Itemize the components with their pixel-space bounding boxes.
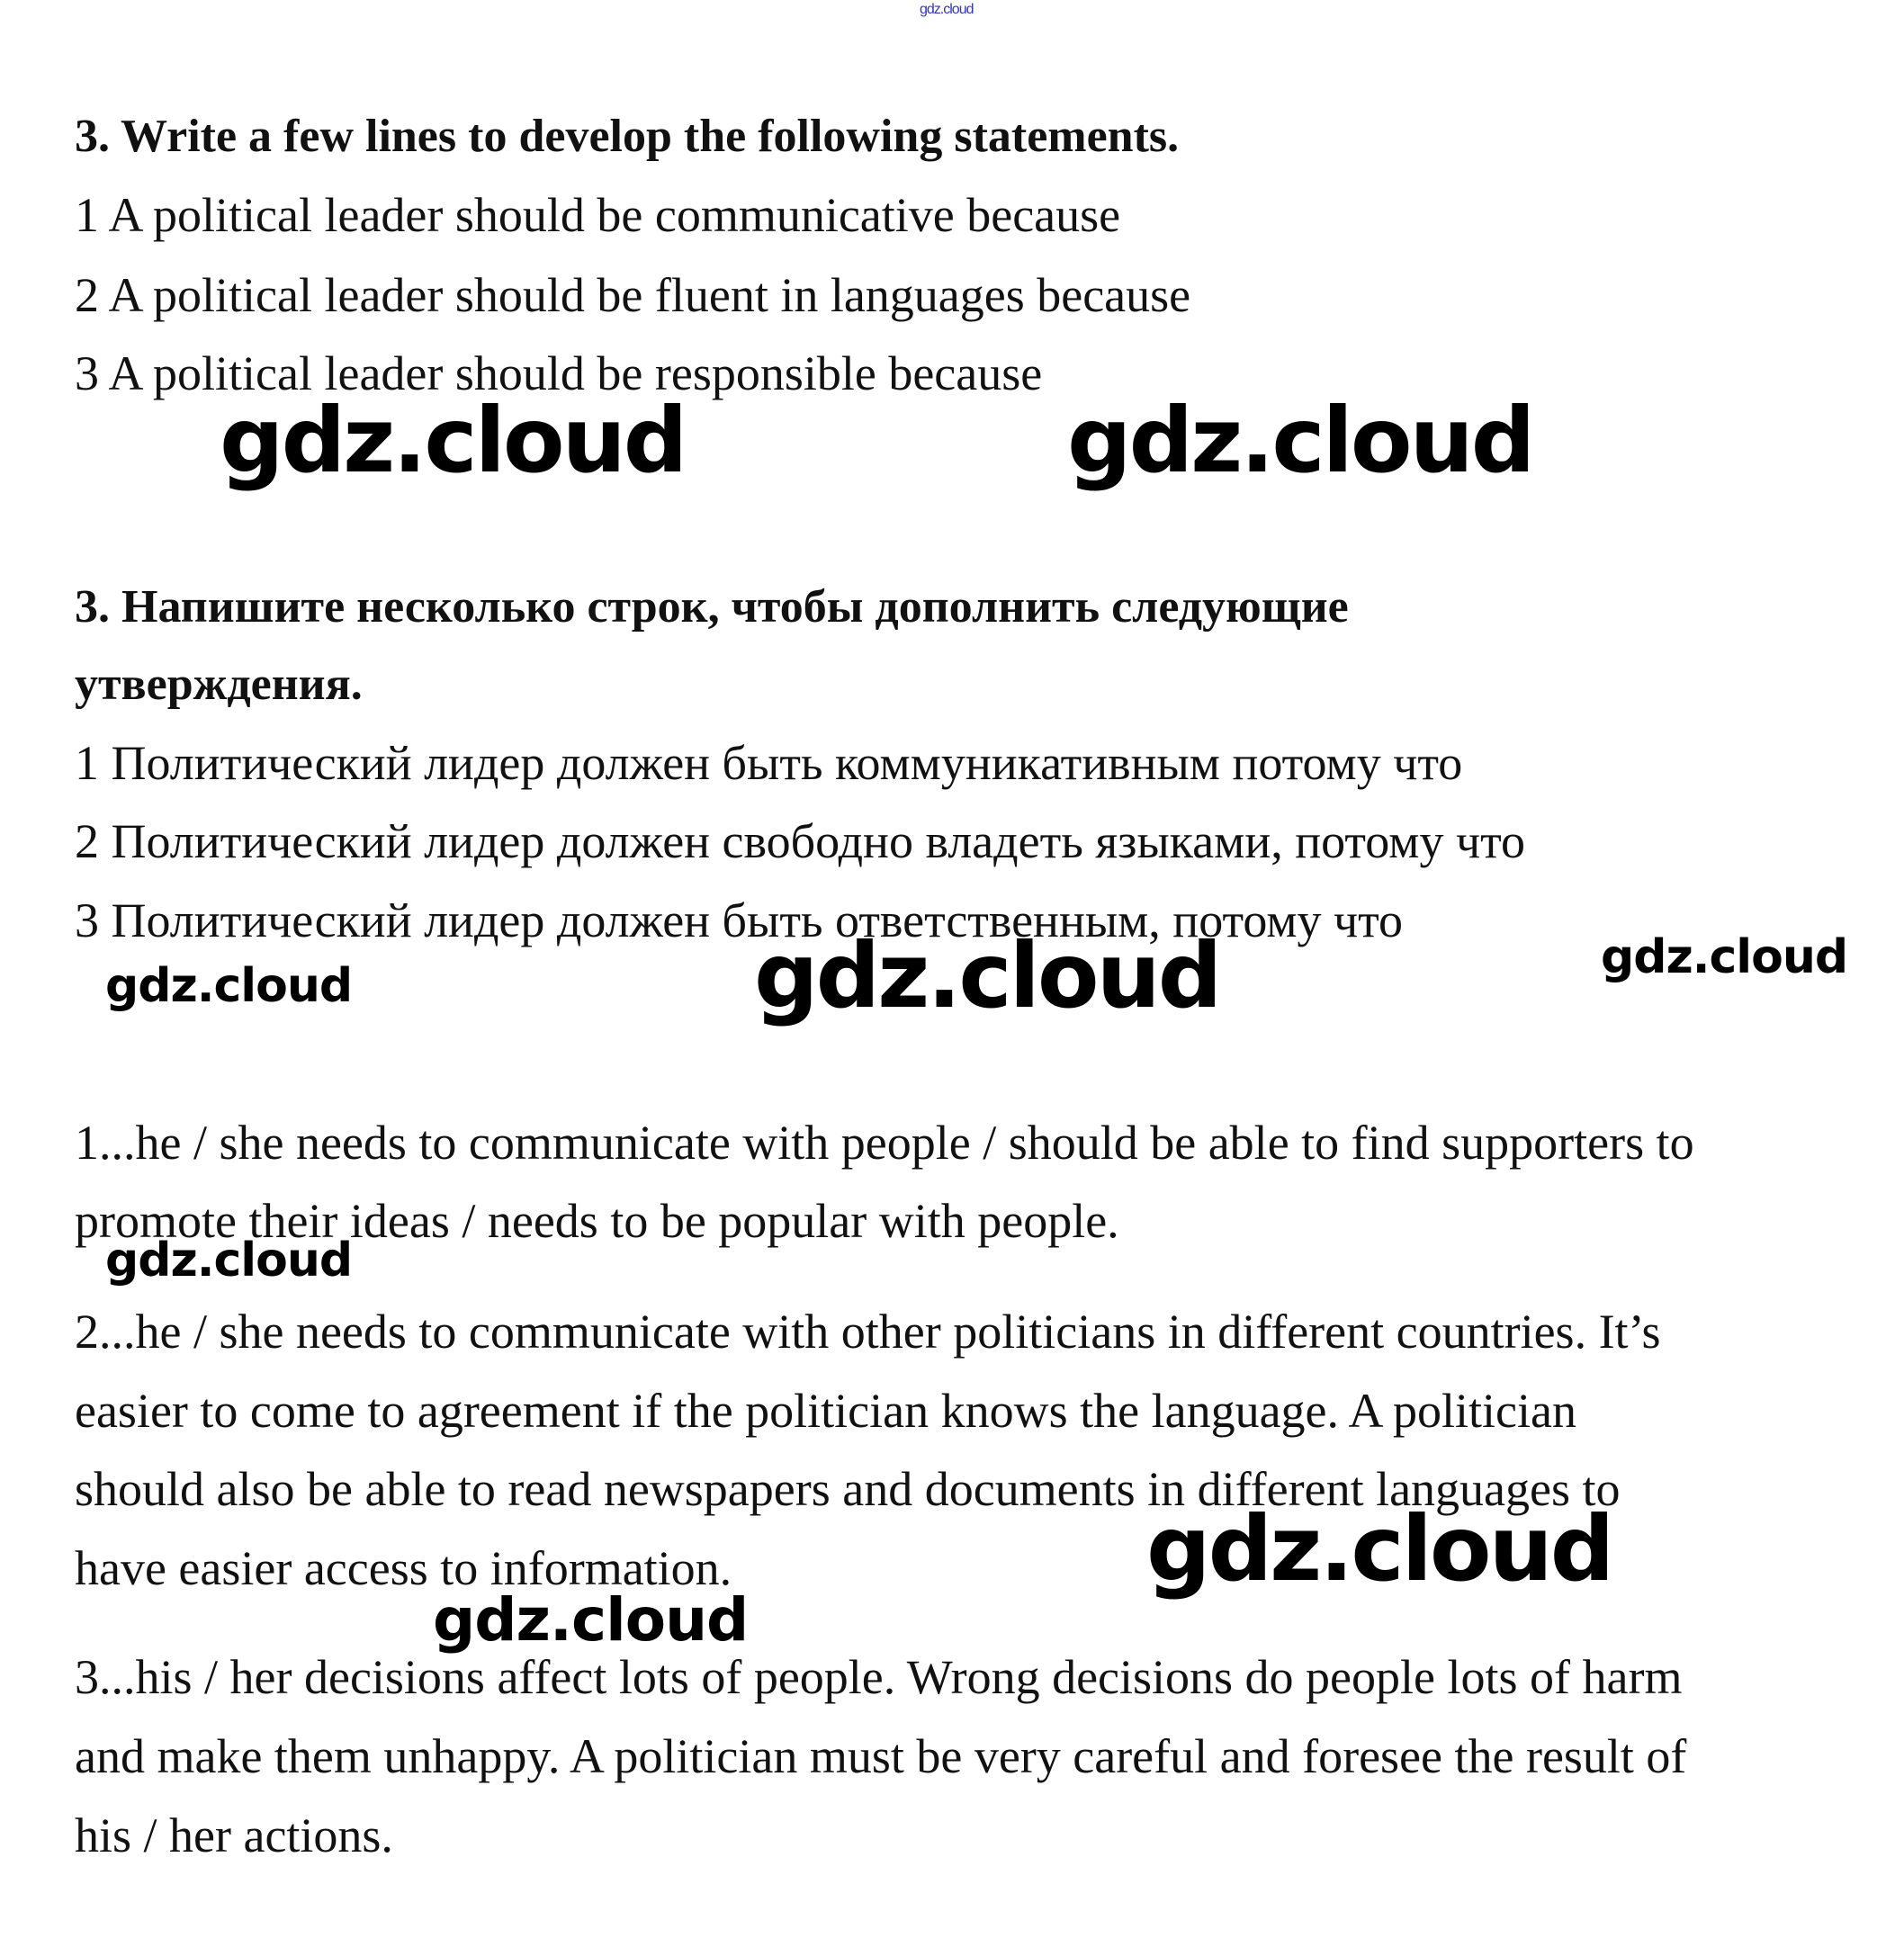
answer-1-line-1: 1...he / she needs to communicate with people / should be able to find supporters to (75, 1116, 1694, 1170)
watermark: gdz.cloud (105, 959, 353, 1013)
english-heading: 3. Write a few lines to develop the following statements. (75, 111, 1180, 162)
answer-2-line-3: should also be able to read newspapers and documents in different languages to (75, 1462, 1621, 1516)
answer-2-line-2: easier to come to agreement if the politician knows the language. A politician (75, 1384, 1576, 1438)
answer-2-line-1: 2...he / she needs to communicate with other politicians in different countries. It’s (75, 1305, 1661, 1359)
watermark: gdz.cloud (433, 1585, 749, 1655)
answer-1-line-2: promote their ideas / needs to be popular with people. (75, 1194, 1119, 1248)
answer-3-line-1: 3...his / her decisions affect lots of people. Wrong decisions do people lots of harm (75, 1650, 1683, 1704)
russian-item-1: 1 Политический лидер должен быть коммуникативным потому что (75, 736, 1463, 790)
watermark: gdz.cloud (1067, 388, 1533, 493)
answer-2-line-4: have easier access to information. (75, 1541, 732, 1595)
russian-item-3: 3 Политический лидер должен быть ответственным, потому что (75, 893, 1404, 947)
english-item-3: 3 A political leader should be responsible because (75, 346, 1043, 400)
russian-heading-line-1: 3. Напишите несколько строк, чтобы дополнить следующие (75, 581, 1349, 633)
russian-item-2: 2 Политический лидер должен свободно владеть языками, потому что (75, 814, 1525, 868)
answer-3-line-3: his / her actions. (75, 1808, 393, 1862)
watermark: gdz.cloud (1601, 930, 1848, 984)
watermark: gdz.cloud (220, 388, 686, 493)
watermark: gdz.cloud (105, 1234, 353, 1288)
watermark: gdz.cloud (1146, 1496, 1612, 1602)
answer-3-line-2: and make them unhappy. A politician must be very careful and foresee the result of (75, 1729, 1687, 1783)
english-item-2: 2 A political leader should be fluent in languages because (75, 268, 1191, 322)
english-item-1: 1 A political leader should be communicative because (75, 188, 1121, 242)
header-watermark: gdz.cloud (920, 2, 974, 17)
watermark: gdz.cloud (754, 923, 1220, 1028)
russian-heading-line-2: утверждения. (75, 659, 363, 710)
